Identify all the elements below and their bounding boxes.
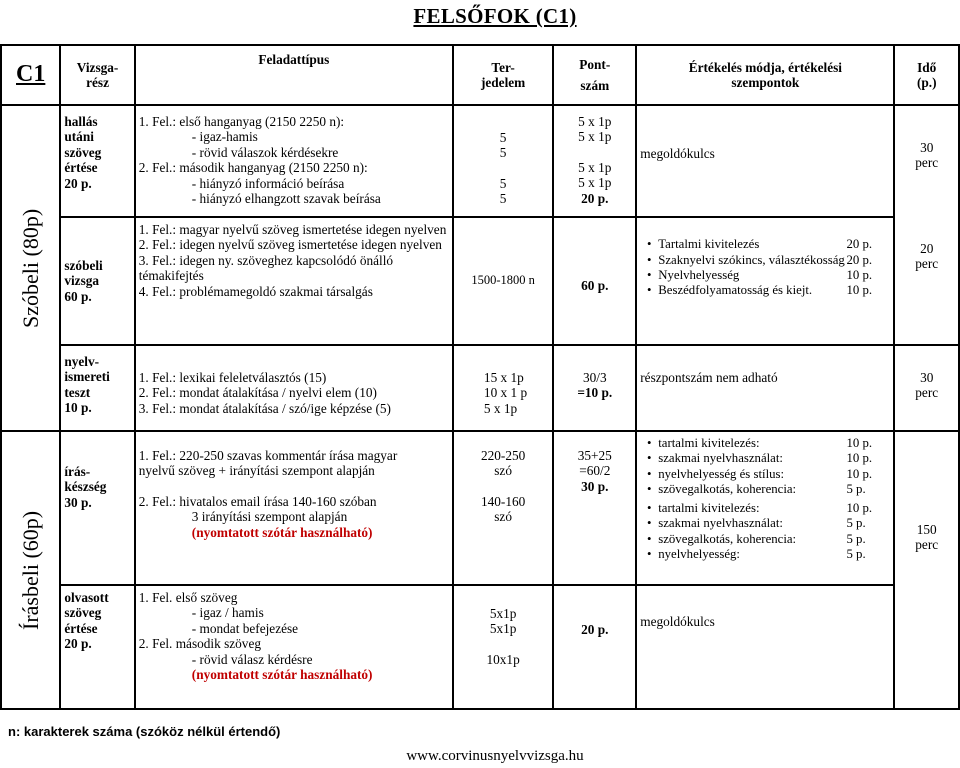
listening-evaluation: megoldókulcs (636, 105, 894, 217)
criteria-item: • szövegalkotás, koherencia: 5 p. (647, 481, 866, 496)
listening-tasks: 1. Fel.: első hanganyag (2150 2250 n): - igaz-hamis - rövid válaszok kérdésekre 2. Fel.: második hanganyag (2150 2250 n): - hiányzó információ beírása - hiányzó elhangzott szavak beírása (135, 105, 453, 217)
criteria-item: • tartalmi kivitelezés: 10 p. (647, 501, 873, 516)
written-section-label: Írásbeli (60p) (1, 431, 60, 709)
listening-row (1, 105, 959, 217)
speaking-name: szóbeli vizsga 60 p. (60, 217, 134, 345)
criteria-item: • szakmai nyelvhasználat: 10 p. (647, 451, 873, 466)
writing-length: 220-250 szó 140-160 szó (453, 431, 553, 585)
task-type-header: Feladattípus (135, 45, 453, 105)
reading-evaluation: megoldókulcs (636, 585, 894, 709)
language-test-time: 30 perc (894, 345, 959, 431)
speaking-length: 1500-1800 n (453, 217, 553, 345)
criteria-item: • Nyelvhelyesség 10 p. (647, 268, 873, 282)
oral-time-cell: 30 perc 20 perc (894, 105, 959, 345)
criteria-item: • Szaknyelvi szókincs, választékosság 20 p. (647, 252, 873, 267)
criteria-item: • szövegalkotás, koherencia: 5 p. (647, 531, 866, 546)
evaluation-header: Értékelés módja, értékelési szempontok (636, 45, 894, 105)
language-test-name: nyelv- ismereti teszt 10 p. (60, 345, 134, 431)
writing-evaluation (636, 431, 894, 585)
criteria-item: • tartalmi kivitelezés: 10 p. (647, 436, 873, 450)
written-time-cell: 150 perc (894, 431, 959, 709)
speaking-row (1, 217, 959, 345)
criteria-item: • Beszédfolyamatosság és kiejt. 10 p. (647, 283, 873, 298)
listening-length: 5 5 5 5 (453, 105, 553, 217)
language-test-points: 30/3 =10 p. (553, 345, 636, 431)
oral-section-label: Szóbeli (80p) (1, 105, 60, 431)
page-title: FELSŐFOK (C1) (413, 4, 577, 28)
writing-tasks: 1. Fel.: 220-250 szavas kommentár írása magyar nyelvű szöveg + irányítási szempont alapján 2. Fel.: hivatalos email írása 140-160 szóban 3 irányítási szempont alapján (nyomtatott szótár használható) (135, 431, 453, 585)
speaking-tasks: 1. Fel.: magyar nyelvű szöveg ismertetése idegen nyelven 2. Fel.: idegen nyelvű szöveg ismertetése idegen nyelven 3. Fel.: idegen ny. szöveghez kapcsolódó önálló témakifejtés 4. Fel.: problémamegoldó szakmai társalgás (135, 217, 453, 345)
language-test-tasks: 1. Fel.: lexikai feleletválasztós (15) 2. Fel.: mondat átalakítása / nyelvi elem (10) 3. Fel.: mondat átalakítása / szó/ige képzése (5) (135, 345, 453, 431)
listening-name: hallás utáni szöveg értése 20 p. (60, 105, 134, 217)
exam-structure-table (0, 44, 960, 710)
speaking-evaluation (636, 217, 894, 345)
reading-length: 5x1p 5x1p 10x1p (453, 585, 553, 709)
footnote: n: karakterek száma (szóköz nélkül értendő) (8, 724, 281, 739)
reading-tasks: 1. Fel. első szöveg - igaz / hamis - mondat befejezése 2. Fel. második szöveg - rövid válasz kérdésre (nyomtatott szótár használható) (135, 585, 453, 709)
exam-part-header: Vizsga- rész (60, 45, 134, 105)
language-test-length: 15 x 1p 10 x 1 p 5 x 1p (453, 345, 553, 431)
writing-name: írás- készség 30 p. (60, 431, 134, 585)
header-row (1, 45, 959, 105)
writing-row (1, 431, 959, 585)
time-header: Idő (p.) (894, 45, 959, 105)
reading-name: olvasott szöveg értése 20 p. (60, 585, 134, 709)
website-url: www.corvinusnyelvvizsga.hu (406, 748, 584, 764)
level-header: C1 (1, 45, 60, 105)
listening-points: 5 x 1p 5 x 1p 5 x 1p 5 x 1p 20 p. (553, 105, 636, 217)
language-test-row (1, 345, 959, 431)
reading-row (1, 585, 959, 709)
criteria-item: • Tartalmi kivitelezés 20 p. (647, 237, 873, 252)
writing-points: 35+25 =60/2 30 p. (553, 431, 636, 585)
length-header: Ter- jedelem (453, 45, 553, 105)
criteria-item: • nyelvhelyesség: 5 p. (647, 547, 866, 562)
criteria-item: • szakmai nyelvhasználat: 5 p. (647, 516, 866, 531)
language-test-evaluation: részpontszám nem adható (636, 345, 894, 431)
criteria-item: • nyelvhelyesség és stílus: 10 p. (647, 466, 873, 481)
speaking-points: 60 p. (553, 217, 636, 345)
points-header: Pont- szám (553, 45, 636, 105)
reading-points: 20 p. (553, 585, 636, 709)
